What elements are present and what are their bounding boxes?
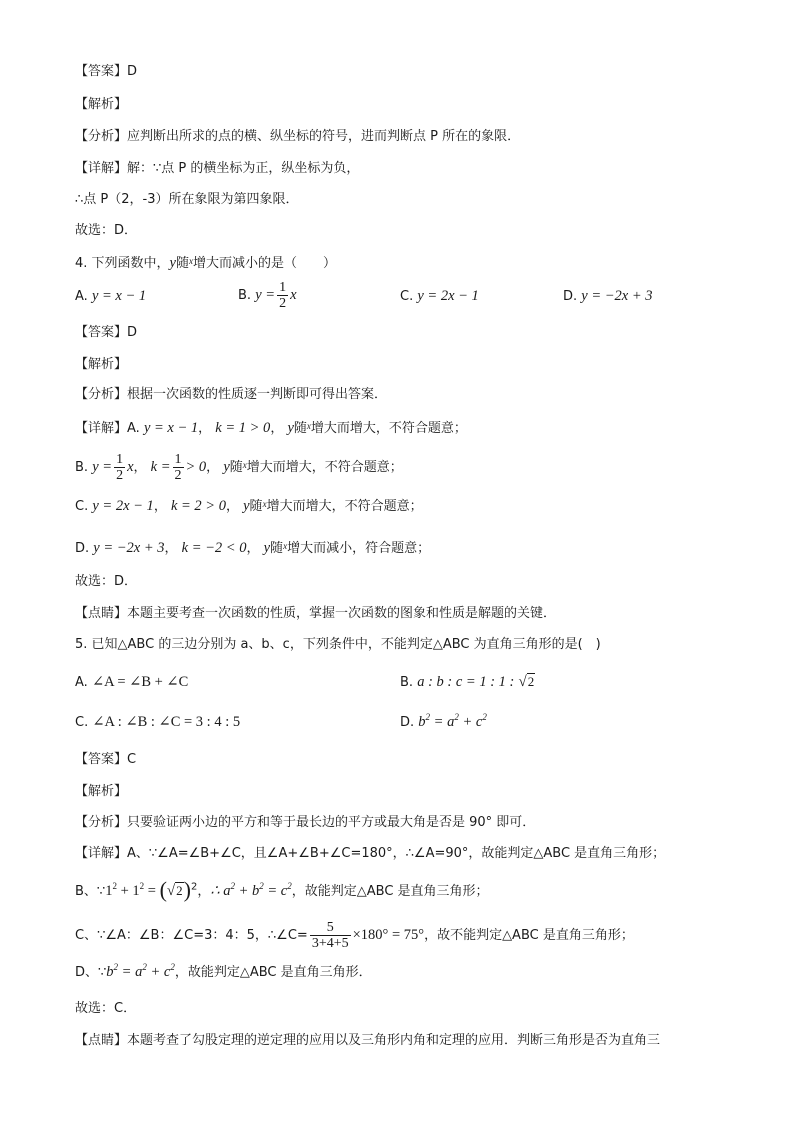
q4-option-b-fraction [277,280,288,311]
q4-option-c-expr: y = 2x − 1 [417,288,479,304]
q5-detail-b: B、$\because 1^2 + 1^2 = (√2)^2$，∴ $a^2 + b^2 = c^2$，故能判定△ABC 是直角三角形； [75,877,489,902]
q4-option-d-label: D. [563,289,578,304]
q4-detail-d: D. y = −2x + 3， k = −2 < 0， y随$^x$增大而减小，符合题意； [75,540,431,556]
q3-choice: 故选：D． [75,223,138,238]
q5-answer: 【答案】C [75,752,137,767]
q4-detail-c-k: k = 2 > 0 [170,498,226,514]
q4-option-a [75,286,146,307]
q4-detail-b-k-fraction [173,452,184,483]
q4-detail-b-den: 2 [116,468,124,483]
q4-detail-b: B. y = $\frac{1}{2}$ x， k = $\frac{1}{2}$ > 0， y随$^x$增大而增大，不符合题意； [75,452,403,483]
q4-option-a-label: A. [75,289,88,304]
q4-detail-c-text: 增大而增大，不符合题意； [266,499,423,514]
q4-detail-a-y: y [287,420,294,436]
q4-detail-a-k: k = 1 > 0 [215,420,271,436]
q4-detail-c-eq: y = 2x − 1 [92,498,154,514]
q4-detail-d-pre: D. [75,541,90,556]
q5-option-b-root: 2 [527,674,535,689]
q5-option-d [400,712,487,733]
q4-detail-a-pre: 【详解】A. [75,421,140,436]
q5-stem: 5. 已知△ABC 的三边分别为 a、b、c，下列条件中，不能判定△ABC 为直角三角形的是( ) [75,637,601,652]
q4-option-c-label: C. [400,289,414,304]
q4-detail-d-sui: 随 [270,541,284,556]
q3-detail-1: 【详解】解：∵点 P 的横坐标为正，纵坐标为负， [75,161,360,176]
q5-choice: 故选：C． [75,1001,137,1016]
q4-stem [75,251,336,274]
q4-detail-b-eq-pre: y = [92,459,113,475]
q4-detail-b-k-post: > 0 [185,459,207,475]
q5-detail-a: 【详解】A、∵∠A=∠B+∠C，且∠A+∠B+∠C=180°，∴∠A=90°，故能判定△ABC 是直角三角形； [75,846,666,861]
q4-detail-a-sui: 随 [293,421,307,436]
q4-fenxi: 【分析】根据一次函数的性质逐一判断即可得出答案． [75,387,388,402]
sqrt-icon-b: √ [166,883,176,899]
q5-option-d-expr: $b^2 = a^2 + c^2$ [418,712,487,730]
q4-answer: 【答案】D [75,325,138,340]
q5-detail-c-mid: ×180° = 75° [352,927,425,943]
q4-detail-a-eq: y = x − 1 [143,420,199,436]
q4-detail-d-x: x [283,541,288,551]
sqrt-icon: √ [518,674,527,690]
q4-option-b-pre: y = [255,287,276,303]
q4-detail-c-y: y [243,498,250,514]
q5-detail-c [75,920,634,951]
q5-detail-c-num: 5 [310,920,351,936]
q5-detail-b-eq: ∴ $a^2 + b^2 = c^2$ [210,881,292,899]
q4-detail-d-text: 增大而减小，符合题意； [287,541,431,556]
q4-detail-c: C. y = 2x − 1， k = 2 > 0， y随$^x$增大而增大，不符合题意； [75,498,423,514]
q4-choice: 故选：D． [75,574,138,589]
q4-detail-c-x: x [262,499,267,509]
q4-detail-b-y: y [223,459,230,475]
q4-detail-a-text: 增大而增大，不符合题意； [310,421,467,436]
q4-stem-x: x [189,256,193,266]
q5-option-a-expr: ∠A = ∠B + ∠C [91,674,189,690]
q4-option-b-post: x [290,287,297,303]
q5-option-b-expr: a : b : c = 1 : 1 : [417,674,515,690]
q5-fenxi: 【分析】只要验证两小边的平方和等于最长边的平方或最大角是否是 90° 即可． [75,815,536,830]
q5-detail-d-eq: $b^2 = a^2 + c^2$ [106,962,175,980]
q5-detail-d-pre: D、∵ [75,965,107,980]
q4-detail-d-k: k = −2 < 0 [181,540,247,556]
q5-option-a [75,672,188,693]
q4-stem-c: 增大而减小的是（ ） [193,256,337,271]
q4-detail-b-pre: B. [75,460,89,475]
q3-detail-2: ∴点 P（2，-3）所在象限为第四象限． [75,192,299,207]
q4-detail-b-sui: 随 [229,460,243,475]
q5-option-b [400,672,535,693]
q4-option-c [400,286,479,307]
q4-detail-b-k-den: 2 [174,468,182,483]
q3-analysis-heading: 【解析】 [75,97,128,112]
q5-detail-c-post: ，故不能判定△ABC 是直角三角形； [424,928,634,943]
q4-detail-d-eq: y = −2x + 3 [93,540,165,556]
q5-option-c [75,712,240,733]
q5-detail-b-post: ，故能判定△ABC 是直角三角形； [291,884,489,899]
q4-detail-c-sui: 随 [249,499,263,514]
q5-option-b-label: B. [400,675,414,690]
q4-detail-b-num: 1 [116,452,124,467]
q5-option-d-label: D. [400,715,415,730]
q5-option-c-expr: ∠A : ∠B : ∠C = 3 : 4 : 5 [92,714,241,730]
q5-detail-d [75,962,372,983]
paren-open-icon: ( [159,877,167,902]
q4-detail-c-pre: C. [75,499,89,514]
q5-detail-c-fraction [310,920,351,951]
q5-option-a-label: A. [75,675,88,690]
paren-close-icon: ) [183,877,191,902]
q5-dianjing: 【点睛】本题考查了勾股定理的逆定理的应用以及三角形内角和定理的应用．判断三角形是否为直角三 [75,1033,661,1048]
q4-option-a-expr: y = x − 1 [91,288,147,304]
q4-stem-b: 随 [175,256,189,271]
q5-detail-c-pre: C、∵∠A：∠B：∠C=3：4：5，∴∠C= [75,928,308,943]
q4-detail-b-fraction [114,452,125,483]
q4-dianjing: 【点睛】本题主要考查一次函数的性质，掌握一次函数的图象和性质是解题的关键． [75,606,557,621]
q4-detail-b-k-pre: k = [150,459,171,475]
q4-stem-y: y [169,255,176,271]
q4-detail-a-x: x [306,421,311,431]
q5-detail-d-post: ，故能判定△ABC 是直角三角形． [174,965,372,980]
q5-detail-b-pre: B、∵ [75,884,106,899]
q4-detail-b-k-num: 1 [174,452,182,467]
q5-detail-b-root: 2 [176,883,183,898]
q5-detail-c-den: 3+4+5 [311,936,349,951]
q3-answer: 【答案】D [75,64,138,79]
q4-option-d-expr: y = −2x + 3 [581,288,653,304]
q4-option-b-den: 2 [279,296,287,311]
q4-option-b-label: B. [238,288,252,303]
q4-option-d [563,286,653,307]
q5-option-c-label: C. [75,715,89,730]
q3-fenxi: 【分析】应判断出所求的点的横、纵坐标的符号，进而判断点 P 所在的象限． [75,129,521,144]
q4-analysis-heading: 【解析】 [75,357,128,372]
q4-detail-a: 【详解】A. y = x − 1， k = 1 > 0， y随$^x$增大而增大，不符合题意； [75,420,467,436]
q5-detail-b-lhs: $1^2 + 1^2$ = [105,881,160,899]
q4-option-b [238,280,297,311]
q4-detail-b-text: 增大而增大，不符合题意； [246,460,403,475]
q4-detail-b-eq-post: x [127,459,134,475]
q5-analysis-heading: 【解析】 [75,784,128,799]
q4-stem-a: 4. 下列函数中， [75,256,170,271]
q4-detail-b-x: x [242,460,247,470]
q4-option-b-num: 1 [279,280,287,295]
q4-detail-d-y: y [263,540,271,556]
